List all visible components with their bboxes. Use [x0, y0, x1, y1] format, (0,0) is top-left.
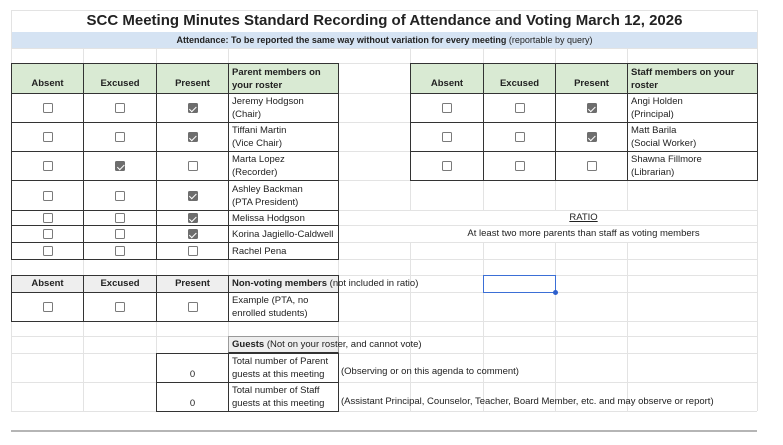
nonvoting-header-bold: Non-voting members	[232, 278, 328, 289]
gridline	[83, 321, 84, 411]
checkbox[interactable]	[442, 161, 452, 171]
guests-header	[228, 336, 422, 353]
subtitle-bold: Attendance: To be reported the same way without variation for every meeting	[176, 35, 507, 45]
checked-checkbox[interactable]	[188, 213, 198, 223]
gridline	[11, 411, 757, 412]
member-name: Melissa Hodgson	[232, 212, 305, 224]
gridline	[338, 151, 410, 152]
present-checkbox-cell	[555, 151, 628, 181]
gridline	[627, 242, 628, 411]
nonvoting-header-note: (not included in ratio)	[327, 278, 419, 289]
excused-checkbox-cell	[83, 210, 157, 226]
checkbox[interactable]	[43, 132, 53, 142]
gridline	[627, 48, 628, 63]
excused-checkbox-cell	[483, 93, 556, 123]
staff-members-header: Staff members on your roster	[627, 63, 758, 94]
absent-checkbox-cell	[11, 151, 84, 181]
present-checkbox-cell	[156, 151, 229, 181]
present-checkbox-cell	[156, 292, 229, 322]
member-name: Shawna Fillmore	[631, 154, 702, 165]
member-role: (Social Worker)	[631, 138, 697, 149]
gridline	[338, 321, 757, 322]
bottom-divider	[11, 430, 757, 432]
checkbox[interactable]	[43, 191, 53, 201]
member-name: Korina Jagiello-Caldwell	[232, 228, 334, 240]
excused-checkbox-cell	[83, 225, 157, 243]
ratio-text: At least two more parents than staff as voting members	[467, 228, 700, 239]
gridline	[555, 242, 556, 411]
absent-checkbox-cell	[11, 93, 84, 123]
checkbox[interactable]	[515, 161, 525, 171]
gridline	[83, 259, 84, 275]
checkbox[interactable]	[43, 302, 53, 312]
checkbox[interactable]	[442, 132, 452, 142]
member-role: (Chair)	[232, 109, 262, 120]
present-checkbox-cell	[156, 122, 229, 152]
absent-checkbox-cell	[11, 210, 84, 226]
member-name-cell	[228, 122, 339, 152]
checkbox[interactable]	[43, 246, 53, 256]
staff-guests-count[interactable]: 0	[156, 382, 229, 412]
checked-checkbox[interactable]	[188, 191, 198, 201]
member-name-cell	[627, 122, 758, 152]
gridline	[156, 48, 157, 63]
excused-checkbox-cell	[483, 151, 556, 181]
gridline	[83, 48, 84, 63]
gridline	[11, 382, 757, 383]
excused-checkbox-cell	[83, 93, 157, 123]
checked-checkbox[interactable]	[587, 132, 597, 142]
parent-guests-count[interactable]: 0	[156, 353, 229, 383]
checked-checkbox[interactable]	[188, 103, 198, 113]
parent-absent-header: Absent	[11, 63, 84, 94]
staff-excused-header: Excused	[483, 63, 556, 94]
gridline	[483, 48, 484, 63]
member-name-cell	[228, 225, 339, 243]
excused-checkbox-cell	[83, 151, 157, 181]
guests-header-note: (Not on your roster, and cannot vote)	[264, 339, 422, 350]
gridline	[11, 48, 757, 49]
fill-handle[interactable]	[553, 290, 558, 295]
nonvoting-present-header: Present	[156, 275, 229, 293]
checkbox[interactable]	[188, 246, 198, 256]
gridline	[228, 48, 229, 63]
member-name-cell	[228, 242, 339, 260]
gridline	[11, 336, 757, 337]
checkbox[interactable]	[43, 161, 53, 171]
nonvoting-excused-header: Excused	[83, 275, 157, 293]
checkbox[interactable]	[43, 213, 53, 223]
gridline	[410, 48, 411, 63]
checkbox[interactable]	[442, 103, 452, 113]
member-role: (PTA President)	[232, 196, 299, 208]
absent-checkbox-cell	[11, 225, 84, 243]
checkbox[interactable]	[115, 246, 125, 256]
member-name: Marta Lopez	[232, 154, 285, 165]
guests-header-bold: Guests	[232, 339, 265, 350]
ratio-title: RATIO	[569, 212, 598, 223]
excused-checkbox-cell	[83, 242, 157, 260]
present-checkbox-cell	[555, 122, 628, 152]
checkbox[interactable]	[43, 229, 53, 239]
gridline	[483, 242, 484, 411]
member-name: Angi Holden	[631, 96, 683, 107]
staff-guests-label: Total number of Staff guests at this meeting	[228, 382, 339, 412]
checkbox[interactable]	[43, 103, 53, 113]
member-name-cell	[228, 210, 339, 226]
absent-checkbox-cell	[410, 122, 484, 152]
member-name-cell	[228, 93, 339, 123]
member-name: Ashley Backman	[232, 183, 303, 195]
parent-present-header: Present	[156, 63, 229, 94]
member-role: (Vice Chair)	[232, 138, 282, 149]
member-name: Jeremy Hodgson	[232, 96, 304, 107]
excused-checkbox-cell	[483, 122, 556, 152]
checkbox[interactable]	[515, 103, 525, 113]
member-name-cell	[228, 151, 339, 181]
gridline	[228, 259, 229, 275]
present-checkbox-cell	[156, 225, 229, 243]
checked-checkbox[interactable]	[115, 161, 125, 171]
page-title: SCC Meeting Minutes Standard Recording of Attendance and Voting March 12, 2026	[86, 12, 683, 29]
present-checkbox-cell	[156, 210, 229, 226]
member-role: (Librarian)	[631, 167, 675, 178]
checked-checkbox[interactable]	[188, 229, 198, 239]
gridline	[410, 242, 411, 411]
checkbox[interactable]	[188, 302, 198, 312]
checkbox[interactable]	[115, 132, 125, 142]
present-checkbox-cell	[156, 93, 229, 123]
member-name: Tiffani Martin	[232, 125, 287, 136]
present-checkbox-cell	[156, 242, 229, 260]
checkbox[interactable]	[115, 103, 125, 113]
parent-guests-label: Total number of Parent guests at this meeting	[228, 353, 339, 383]
member-role: (Recorder)	[232, 167, 278, 178]
checkbox[interactable]	[587, 161, 597, 171]
staff-present-header: Present	[555, 63, 628, 94]
gridline	[156, 321, 157, 353]
checkbox[interactable]	[115, 213, 125, 223]
checkbox[interactable]	[188, 161, 198, 171]
checkbox[interactable]	[115, 229, 125, 239]
present-checkbox-cell	[156, 180, 229, 211]
present-checkbox-cell	[555, 93, 628, 123]
member-name: Matt Barila	[631, 125, 677, 136]
absent-checkbox-cell	[11, 242, 84, 260]
parent-guests-note: (Observing or on this agenda to comment)	[341, 366, 519, 377]
nonvoting-header	[228, 275, 419, 293]
parent-members-header: Parent members on your roster	[228, 63, 339, 94]
member-name-cell	[228, 292, 339, 322]
member-role: (Principal)	[631, 109, 674, 120]
gridline	[11, 353, 757, 354]
absent-checkbox-cell	[11, 180, 84, 211]
attendance-subtitle	[12, 32, 757, 48]
staff-guests-note: (Assistant Principal, Counselor, Teacher, Board Member, etc. and may observe or report)	[341, 396, 714, 407]
gridline	[410, 180, 411, 210]
gridline	[555, 48, 556, 63]
absent-checkbox-cell	[11, 292, 84, 322]
member-name-cell	[627, 151, 758, 181]
member-name: Rachel Pena	[232, 245, 287, 257]
nonvoting-absent-header: Absent	[11, 275, 84, 293]
member-name-cell	[228, 180, 339, 211]
absent-checkbox-cell	[11, 122, 84, 152]
selected-cell[interactable]	[483, 275, 556, 293]
excused-checkbox-cell	[83, 122, 157, 152]
gridline	[156, 259, 157, 275]
gridline	[228, 321, 229, 336]
gridline	[338, 242, 757, 243]
member-name: Example (PTA, no enrolled students)	[232, 295, 309, 319]
absent-checkbox-cell	[410, 151, 484, 181]
checkbox[interactable]	[115, 191, 125, 201]
gridline	[627, 180, 628, 210]
parent-excused-header: Excused	[83, 63, 157, 94]
checkbox[interactable]	[115, 302, 125, 312]
checked-checkbox[interactable]	[188, 132, 198, 142]
subtitle-note: (reportable by query)	[506, 35, 593, 45]
excused-checkbox-cell	[83, 180, 157, 211]
staff-absent-header: Absent	[410, 63, 484, 94]
gridline	[338, 122, 410, 123]
gridline	[555, 180, 556, 210]
absent-checkbox-cell	[410, 93, 484, 123]
excused-checkbox-cell	[83, 292, 157, 322]
checked-checkbox[interactable]	[587, 103, 597, 113]
member-name-cell	[627, 93, 758, 123]
gridline	[483, 180, 484, 210]
checkbox[interactable]	[515, 132, 525, 142]
